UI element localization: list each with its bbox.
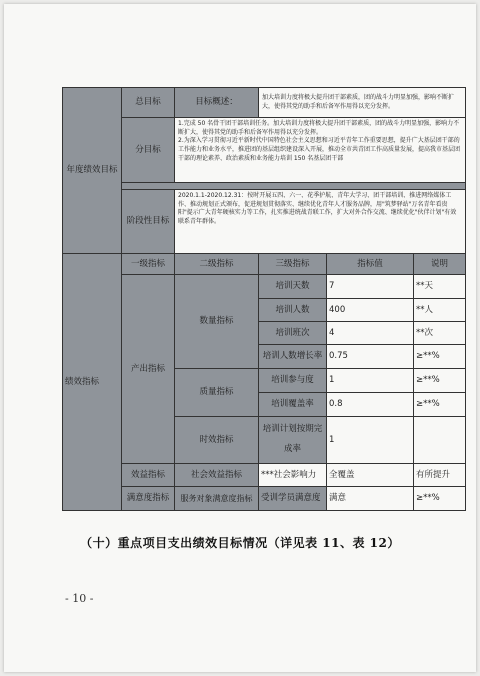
quality-indicator-label: 质量指标 bbox=[175, 369, 259, 417]
header-level2: 二级指标 bbox=[175, 254, 259, 275]
indicator-value: 1 bbox=[327, 417, 414, 464]
overview-text: 加大培训力度将极大提升团干部素质，团的战斗力明显加强，影响不断扩大，使得其党的助手和后备军作用得以充分发挥。 bbox=[259, 88, 466, 118]
indicator-name: 培训参与度 bbox=[259, 369, 327, 393]
indicator-note: **人 bbox=[414, 299, 466, 322]
header-level3: 三级指标 bbox=[259, 254, 327, 275]
indicator-name: 受训学员满意度 bbox=[259, 487, 327, 511]
indicator-note: 有所提升 bbox=[414, 464, 466, 487]
subgoal-text: 1.完成 50 名骨干团干部培训任务。加大培训力度将极大提升团干部素质，团的战斗力明显加强，影响力不断扩大，使得其党的助手和后备军作用得以充分发挥。 2.为深入学习贯彻习近平新时代中国特色社会主义思想和习近平青年工作重要思想，提升广大基层团干部的工作能力和业务水平，推进团的基层组织建设深入开展，推动全市共青团工作高质量发展，提高我市基层团干部的理论素养、政治素质和业务能力培训 150 名基层团干部 bbox=[175, 118, 466, 183]
indicator-value: 满意 bbox=[327, 487, 414, 511]
benefit-indicator-label: 效益指标 bbox=[122, 464, 175, 487]
output-indicator-label: 产出指标 bbox=[122, 275, 175, 464]
service-satisfaction-label: 服务对象满意度指标 bbox=[175, 487, 259, 511]
indicator-note: ≥**% bbox=[414, 393, 466, 417]
indicator-header-row bbox=[63, 254, 466, 275]
indicator-note: **次 bbox=[414, 322, 466, 345]
indicator-name: 培训天数 bbox=[259, 275, 327, 299]
performance-goals-table bbox=[62, 87, 466, 511]
header-value: 指标值 bbox=[327, 254, 414, 275]
document-page bbox=[4, 4, 476, 672]
table-row bbox=[63, 275, 466, 299]
indicator-name: 培训人数 bbox=[259, 299, 327, 322]
page-number: - 10 - bbox=[65, 592, 94, 605]
table-row bbox=[63, 487, 466, 511]
indicator-value: 4 bbox=[327, 322, 414, 345]
quantity-indicator-label: 数量指标 bbox=[175, 275, 259, 369]
indicator-name: 培训人数增长率 bbox=[259, 345, 327, 369]
indicator-value: 1 bbox=[327, 369, 414, 393]
indicator-value: 7 bbox=[327, 275, 414, 299]
stage-goal-row bbox=[63, 190, 466, 254]
stage-goal-label: 阶段性目标 bbox=[122, 190, 175, 254]
header-level1: 一级指标 bbox=[122, 254, 175, 275]
indicator-name: ***社会影响力 bbox=[259, 464, 327, 487]
stage-goal-text: 2020.1.1-2020.12.31：按时开展五四、六一、花季护航、青年大学习、团干部培训、推进网络媒体工作、推动规划正式颁布，促进规划贯彻落实、继续优化青年人才服务品牌，用"筑梦驿站"万名青年看贵阳"提示广大青年硬核实力等工作，扎实推进统战青联工作，扩大对外合作交流、继续优化"伙伴计划"有效联系青年群体。 bbox=[175, 190, 466, 254]
satisfaction-indicator-label: 满意度指标 bbox=[122, 487, 175, 511]
indicator-value: 400 bbox=[327, 299, 414, 322]
indicator-note: ≥**% bbox=[414, 345, 466, 369]
spacer-row bbox=[63, 183, 466, 190]
section-title: （十）重点项目支出绩效目标情况（详见表 11、表 12） bbox=[80, 536, 400, 550]
timeliness-indicator-label: 时效指标 bbox=[175, 417, 259, 464]
indicator-note: ≥**% bbox=[414, 369, 466, 393]
indicator-value: 全覆盖 bbox=[327, 464, 414, 487]
annual-goal-label: 年度绩效目标 bbox=[63, 88, 122, 254]
indicator-note: ≥**% bbox=[414, 487, 466, 511]
social-benefit-label: 社会效益指标 bbox=[175, 464, 259, 487]
indicator-name: 培训覆盖率 bbox=[259, 393, 327, 417]
overview-label: 目标概述： bbox=[175, 88, 259, 118]
indicator-note bbox=[414, 417, 466, 464]
table-row bbox=[63, 464, 466, 487]
indicator-name: 培训班次 bbox=[259, 322, 327, 345]
indicator-value: 0.75 bbox=[327, 345, 414, 369]
header-note: 说明 bbox=[414, 254, 466, 275]
perf-indicator-label: 绩效指标 bbox=[63, 254, 122, 511]
indicator-value: 0.8 bbox=[327, 393, 414, 417]
overall-goal-row bbox=[63, 88, 466, 118]
spacer-cell bbox=[122, 183, 466, 190]
indicator-note: **天 bbox=[414, 275, 466, 299]
indicator-name: 培训计划按期完成率 bbox=[259, 417, 327, 464]
subgoal-label: 分目标 bbox=[122, 118, 175, 183]
overall-goal-label: 总目标 bbox=[122, 88, 175, 118]
subgoal-row bbox=[63, 118, 466, 183]
